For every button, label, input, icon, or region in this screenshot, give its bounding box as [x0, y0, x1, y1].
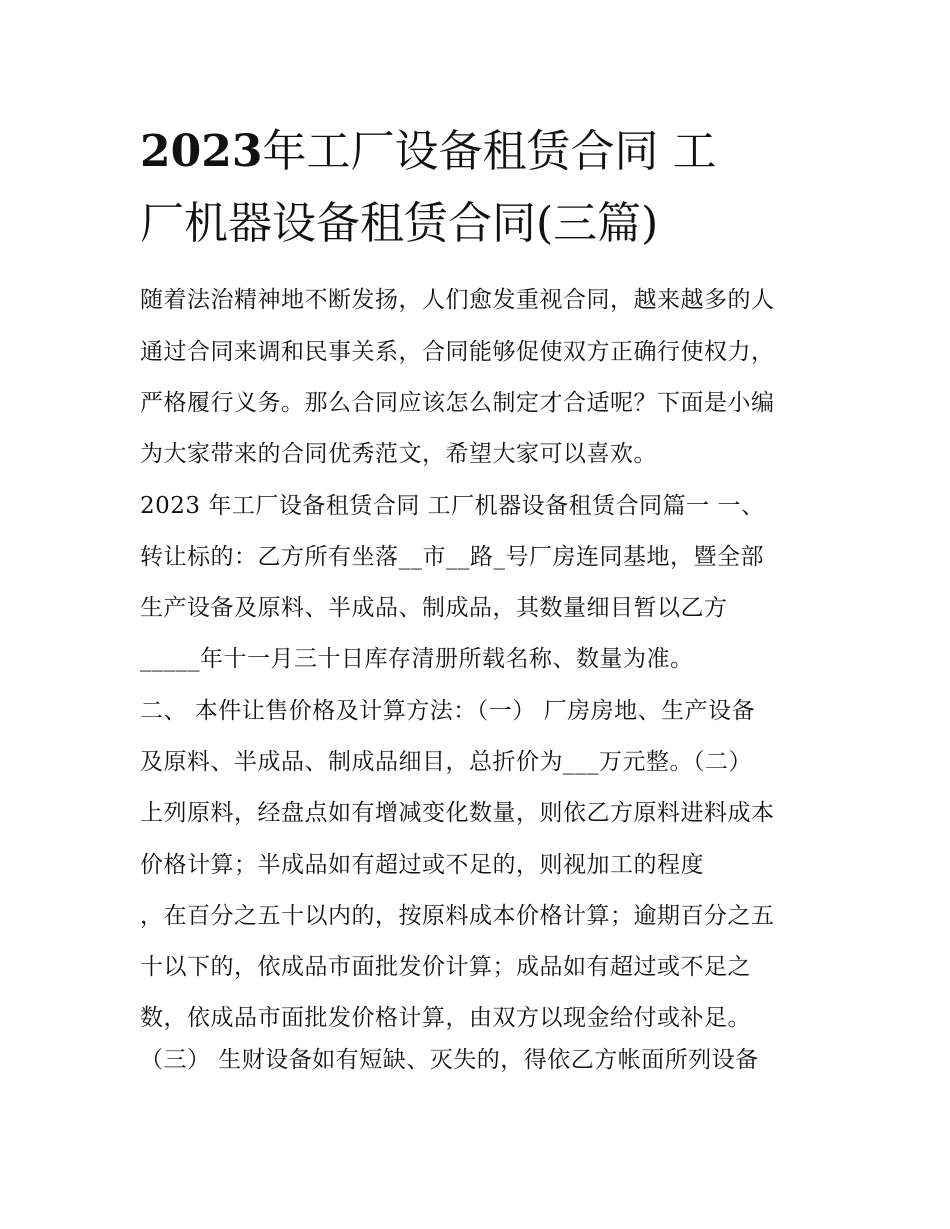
body-line: 数，依成品市面批发价格计算，由双方以现金给付或补足。	[140, 1005, 751, 1031]
body-line: 价格计算；半成品如有超过或不足的，则视加工的程度	[140, 852, 704, 878]
title-year: 2023	[140, 126, 263, 177]
body-line: ，在百分之五十以内的，按原料成本价格计算；逾期百分之五	[140, 903, 775, 929]
body-line: 严格履行义务。那么合同应该怎么制定才合适呢？下面是小编	[140, 390, 775, 416]
title-line-1-text: 年工厂设备租赁合同 工	[262, 126, 717, 177]
body-line: 二、 本件让售价格及计算方法：（一） 厂房房地、生产设备	[140, 698, 756, 724]
body-line: 生产设备及原料、半成品、制成品，其数量细目暂以乙方	[140, 595, 728, 621]
body-line: 为大家带来的合同优秀范文，希望大家可以喜欢。	[140, 441, 657, 467]
body-line: 通过合同来调和民事关系，合同能够促使双方正确行使权力，	[140, 339, 775, 365]
body-line: 及原料、半成品、制成品细目，总折价为___万元整。（二）	[140, 749, 752, 775]
body-line: （三） 生财设备如有短缺、灭失的，得依乙方帐面所列设备	[140, 1047, 759, 1073]
body-line: 2023 年工厂设备租赁合同 工厂机器设备租赁合同篇一 一、	[140, 493, 765, 519]
document-title-line-2: 厂机器设备租赁合同(三篇)	[140, 198, 659, 249]
document-title-line-1	[140, 128, 820, 176]
body-line: 十以下的，依成品市面批发价计算；成品如有超过或不足之	[140, 954, 751, 980]
body-line: 上列原料，经盘点如有增减变化数量，则依乙方原料进料成本	[140, 800, 775, 826]
body-line: 随着法治精神地不断发扬，人们愈发重视合同，越来越多的人	[140, 287, 775, 313]
body-line: 转让标的：乙方所有坐落__市__路_号厂房连同基地，暨全部	[140, 544, 764, 570]
body-line: _____年十一月三十日库存清册所载名称、数量为准。	[140, 646, 694, 672]
